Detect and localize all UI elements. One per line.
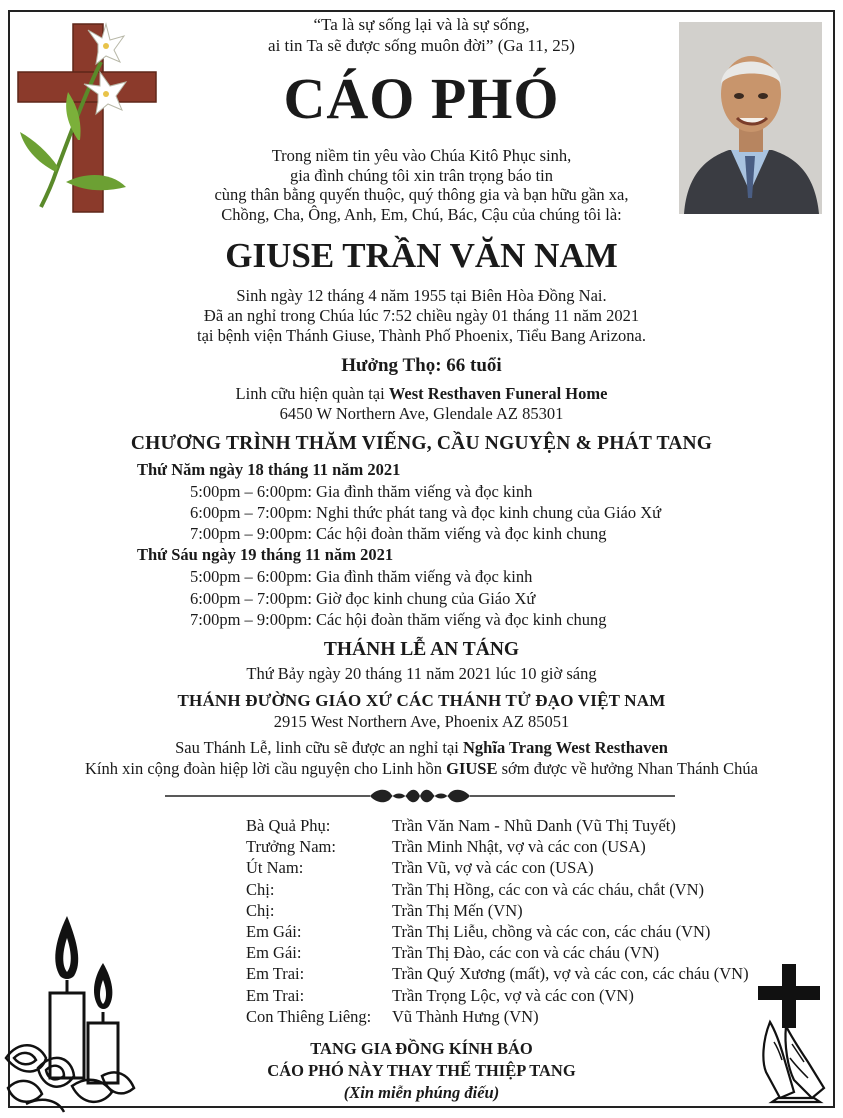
program-day-2: Thứ Sáu ngày 19 tháng 11 năm 2021	[137, 545, 394, 564]
program-day-2-slot-1: 5:00pm – 6:00pm: Gia đình thăm viếng và đọc kinh	[190, 567, 533, 586]
family-member: Vũ Thành Hưng (VN)	[392, 1006, 539, 1026]
family-row	[246, 942, 749, 963]
family-relation: Chị:	[246, 900, 275, 920]
program-day-1-slot-2: 6:00pm – 7:00pm: Nghi thức phát tang và đọc kinh chung của Giáo Xứ	[190, 503, 662, 522]
family-row	[246, 1006, 749, 1027]
family-row	[246, 857, 749, 878]
intro-line-2: gia đình chúng tôi xin trân trọng báo tin	[289, 165, 554, 185]
family-row	[246, 963, 749, 984]
family-member: Trần Thị Mến (VN)	[392, 900, 523, 920]
family-member: Trần Thị Đào, các con và các cháu (VN)	[392, 943, 660, 963]
intro-line-4: Chồng, Cha, Ông, Anh, Em, Chú, Bác, Cậu của chúng tôi là:	[221, 204, 622, 224]
family-row	[246, 921, 749, 942]
death-place-line: tại bệnh viện Thánh Giuse, Thành Phố Phoenix, Tiểu Bang Arizona.	[197, 326, 646, 345]
death-line: Đã an nghỉ trong Chúa lúc 7:52 chiều ngày 01 tháng 11 năm 2021	[203, 306, 640, 325]
program-day-2-slot-2: 6:00pm – 7:00pm: Giờ đọc kinh chung của Giáo Xứ	[190, 589, 536, 608]
scripture-quote	[0, 14, 843, 56]
quote-line-1: “Ta là sự sống lại và là sự sống,	[313, 15, 530, 34]
cemetery-name: Nghĩa Trang West Resthaven	[463, 738, 668, 757]
closing-line-2: CÁO PHÓ NÀY THAY THẾ THIỆP TANG	[267, 1061, 576, 1080]
ornamental-divider	[165, 786, 675, 806]
funeral-home-name: West Resthaven Funeral Home	[388, 384, 608, 403]
birth-line: Sinh ngày 12 tháng 4 năm 1955 tại Biên Hòa Đồng Nai.	[236, 286, 607, 305]
family-member: Trần Trọng Lộc, vợ và các con (VN)	[392, 985, 634, 1005]
program-heading: CHƯƠNG TRÌNH THĂM VIẾNG, CẦU NGUYỆN & PHÁT TANG	[130, 433, 713, 454]
family-relation: Chị:	[246, 879, 275, 899]
family-member: Trần Quý Xương (mất), vợ và các con, các cháu (VN)	[392, 964, 749, 984]
life-details	[0, 286, 843, 346]
intro-text	[0, 146, 843, 224]
age-line: Hưởng Thọ: 66 tuổi	[341, 355, 502, 376]
family-row	[246, 900, 749, 921]
closing-line-3: (Xin miễn phúng điếu)	[343, 1083, 500, 1102]
burial-prefix: Sau Thánh Lễ, linh cữu sẽ được an nghỉ tại	[175, 738, 464, 757]
family-relation: Em Trai:	[246, 985, 305, 1005]
program-day-1: Thứ Năm ngày 18 tháng 11 năm 2021	[137, 460, 401, 479]
closing-line-1: TANG GIA ĐỒNG KÍNH BÁO	[310, 1039, 533, 1058]
church-address: 2915 West Northern Ave, Phoenix AZ 85051	[273, 712, 570, 731]
family-member: Trần Vũ, vợ và các con (USA)	[392, 858, 594, 878]
funeral-home	[0, 384, 843, 424]
family-relation: Bà Quả Phụ:	[246, 816, 331, 835]
family-member: Trần Văn Nam - Nhũ Danh (Vũ Thị Tuyết)	[392, 816, 676, 835]
candles-icon	[2, 908, 137, 1113]
family-list	[246, 815, 749, 1027]
family-member: Trần Thị Hồng, các con và các cháu, chắt (VN)	[392, 879, 705, 899]
quote-line-2: ai tin Ta sẽ được sống muôn đời” (Ga 11, 25)	[268, 36, 575, 55]
family-relation: Con Thiêng Liêng:	[246, 1006, 372, 1026]
prayer-prefix: Kính xin cộng đoàn hiệp lời cầu nguyện cho Linh hồn	[85, 759, 447, 778]
family-row	[246, 836, 749, 857]
page-title: CÁO PHÓ	[283, 66, 560, 131]
prayer-suffix: sớm được về hưởng Nhan Thánh Chúa	[497, 759, 758, 778]
family-relation: Trưởng Nam:	[246, 837, 336, 857]
family-relation: Em Gái:	[246, 922, 302, 942]
mass-time: Thứ Bảy ngày 20 tháng 11 năm 2021 lúc 10 giờ sáng	[246, 664, 597, 683]
funeral-home-prefix: Linh cữu hiện quàn tại	[235, 384, 389, 403]
funeral-home-address: 6450 W Northern Ave, Glendale AZ 85301	[279, 404, 564, 423]
intro-line-1: Trong niềm tin yêu vào Chúa Kitô Phục sinh,	[271, 146, 572, 165]
prayer-request	[0, 759, 843, 779]
family-row	[246, 985, 749, 1006]
family-relation: Em Gái:	[246, 943, 302, 963]
family-member: Trần Minh Nhật, vợ và các con (USA)	[392, 837, 646, 857]
program-day-1-slot-1: 5:00pm – 6:00pm: Gia đình thăm viếng và đọc kinh	[190, 482, 533, 501]
deceased-name: GIUSE TRẦN VĂN NAM	[225, 236, 618, 275]
family-member: Trần Thị Liễu, chồng và các con, các cháu (VN)	[392, 922, 711, 942]
prayer-name: GIUSE	[446, 759, 498, 778]
family-relation: Em Trai:	[246, 964, 305, 984]
burial-line	[0, 738, 843, 758]
church-name: THÁNH ĐƯỜNG GIÁO XỨ CÁC THÁNH TỬ ĐẠO VIỆT NAM	[177, 691, 666, 710]
family-row	[246, 815, 749, 836]
program-day-1-slot-3: 7:00pm – 9:00pm: Các hội đoàn thăm viếng và đọc kinh chung	[190, 524, 607, 543]
family-row	[246, 879, 749, 900]
program-day-2-slot-3: 7:00pm – 9:00pm: Các hội đoàn thăm viếng và đọc kinh chung	[190, 610, 607, 629]
mass-heading: THÁNH LỄ AN TÁNG	[323, 639, 520, 660]
family-relation: Út Nam:	[246, 858, 304, 878]
intro-line-3: cùng thân bằng quyến thuộc, quý thông gia và bạn hữu gần xa,	[214, 185, 629, 204]
praying-hands-cross-icon	[750, 962, 834, 1104]
funeral-home-line	[0, 384, 843, 404]
